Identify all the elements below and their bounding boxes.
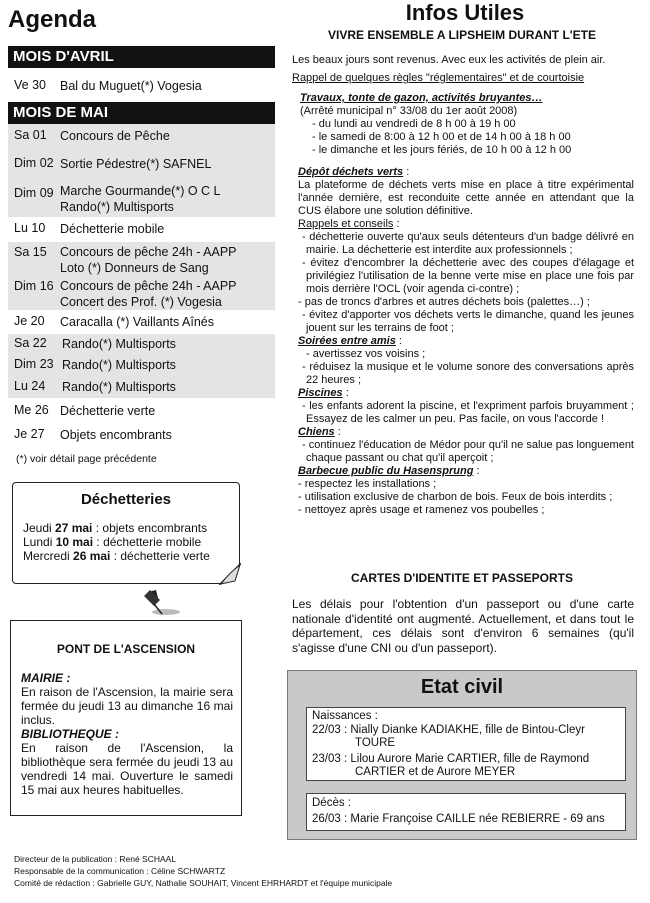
depot-text: La plateforme de déchets verts mise en place à titre expérimental l'année dernière, est reconduite cette année en attendant que la CUS élabore une solution définitive. — [298, 179, 634, 217]
naissance-entry: 22/03 : Nially Dianke KADIAKHE, fille de Bintou-Cleyr TOURE — [312, 724, 585, 749]
deces-entry: 26/03 : Marie Françoise CAILLE née REBIERRE - 69 ans — [312, 813, 605, 825]
dech-date: 26 mai — [73, 549, 111, 563]
travaux-section — [300, 92, 636, 157]
naissance-name: Nially Dianke KADIAKHE, fille de Bintou-Cleyr — [350, 724, 585, 736]
naissance-date: 23/03 — [312, 753, 341, 765]
deces-heading: Décès : — [312, 797, 351, 809]
deces-panel — [306, 793, 626, 831]
agenda-day: Dim 09 — [14, 186, 54, 200]
agenda-event-line: Concert des Prof. (*) Vogesia — [60, 295, 222, 309]
agenda-event — [60, 183, 220, 215]
agenda-day: Dim 02 — [14, 156, 54, 170]
agenda-row — [8, 424, 275, 448]
etat-civil-box — [287, 670, 637, 840]
agenda-event: Déchetterie mobile — [60, 222, 165, 236]
agenda-day: Lu 24 — [14, 379, 46, 393]
agenda-row — [8, 276, 275, 310]
agenda-event: Rando(*) Multisports — [62, 337, 176, 351]
agenda-day: Dim 23 — [14, 357, 54, 371]
may-header: MOIS DE MAI — [8, 102, 275, 124]
footer-communication: Responsable de la communication : Céline SCHWARTZ — [14, 866, 226, 876]
agenda-row — [8, 242, 275, 276]
mairie-heading: MAIRIE : — [21, 671, 71, 685]
agenda-title: Agenda — [8, 6, 97, 33]
footer-director: Directeur de la publication : René SCHAAL — [14, 854, 177, 864]
rappels-line: - déchetterie ouverte qu'aux seuls détenteurs d'un badge délivré en mairie. La déchetterie est interdite aux professionnels ; — [302, 231, 634, 256]
cartes-title: CARTES D'IDENTITE ET PASSEPORTS — [351, 571, 573, 585]
barbecue-line: - respectez les installations ; — [298, 478, 437, 490]
rappels-heading: Rappels et conseils — [298, 218, 394, 230]
agenda-day: Je 27 — [14, 427, 45, 441]
agenda-event — [60, 244, 237, 276]
dechetteries-line — [23, 521, 207, 535]
agenda-event: Rando(*) Multisports — [62, 358, 176, 372]
agenda-event — [60, 278, 237, 310]
dech-desc: : déchetterie verte — [110, 549, 210, 563]
agenda-row — [8, 75, 275, 97]
dech-day: Mercredi — [23, 549, 74, 563]
agenda-day: Sa 15 — [14, 245, 47, 259]
infos-subtitle: VIVRE ENSEMBLE A LIPSHEIM DURANT L'ETE — [328, 28, 596, 42]
agenda-day: Je 20 — [14, 314, 45, 328]
agenda-event: Déchetterie verte — [60, 404, 156, 418]
dech-date: 27 mai — [55, 521, 93, 535]
travaux-line: - du lundi au vendredi de 8 h 00 à 19 h 00 — [312, 118, 516, 130]
dech-date: 10 mai — [55, 535, 94, 549]
agenda-day: Ve 30 — [14, 78, 46, 92]
agenda-day: Sa 01 — [14, 128, 47, 142]
page-curl-icon — [219, 563, 241, 585]
pont-ascension-box — [10, 620, 242, 816]
naissance-name: TOURE — [355, 737, 396, 749]
piscines-line: - les enfants adorent la piscine, et l'expriment parfois bruyamment ; Essayez de les calmer un peu. Pas facile, on vous l'accorde ! — [302, 400, 634, 425]
agenda-row — [8, 376, 275, 398]
agenda-event-line: Concours de pêche 24h - AAPP — [60, 279, 237, 293]
rappels-line: - évitez d'apporter vos déchets verts le dimanche, quand les jeunes jouent sur les terrains de foot ; — [302, 309, 634, 334]
rappels-line: - pas de troncs d'arbres et autres déchets bois (palettes…) ; — [298, 296, 590, 308]
soirees-line: - réduisez la musique et le volume sonore des conversations après 22 heures ; — [302, 361, 634, 386]
agenda-event-line: Concours de pêche 24h - AAPP — [60, 245, 237, 259]
agenda-day: Sa 22 — [14, 336, 47, 350]
cartes-text: Les délais pour l'obtention d'un passeport ou d'une carte nationale d'identité ont augmenté. Actuellement, et dans tout le département, ces délais sont d'environ 6 semaines (qu'il s'agisse d'une CNI ou d'un passeport). — [292, 597, 634, 655]
deces-name: Marie Françoise CAILLE née REBIERRE - 69 ans — [350, 813, 605, 825]
piscines-heading: Piscines — [298, 387, 343, 399]
agenda-row — [8, 398, 275, 424]
travaux-line: - le dimanche et les jours fériés, de 10 h 00 à 12 h 00 — [312, 144, 572, 156]
agenda-event-line: Marche Gourmande(*) O C L — [60, 184, 221, 198]
soirees-heading: Soirées entre amis — [298, 335, 396, 347]
agenda-day: Dim 16 — [14, 279, 54, 293]
agenda-row — [8, 310, 275, 334]
dech-day: Lundi — [23, 535, 56, 549]
agenda-event-line: Rando(*) Multisports — [60, 200, 174, 214]
dechetteries-line — [23, 535, 201, 549]
travaux-arrete: (Arrêté municipal n° 33/08 du 1er août 2008) — [300, 105, 518, 117]
infos-intro: Les beaux jours sont revenus. Avec eux les activités de plein air. — [292, 54, 606, 66]
agenda-event: Bal du Muguet(*) Vogesia — [60, 79, 202, 93]
naissance-date: 22/03 — [312, 724, 341, 736]
agenda-row — [8, 217, 275, 242]
agenda-row — [8, 334, 275, 354]
agenda-row — [8, 354, 275, 376]
agenda-row — [8, 124, 275, 151]
soirees-line: - avertissez vos voisins ; — [306, 348, 426, 360]
agenda-event-line: Loto (*) Donneurs de Sang — [60, 261, 209, 275]
agenda-row — [8, 177, 275, 217]
agenda-footnote: (*) voir détail page précédente — [16, 453, 157, 465]
dechetteries-box — [12, 482, 240, 584]
deces-date: 26/03 — [312, 813, 341, 825]
pont-title: PONT DE L'ASCENSION — [56, 642, 196, 656]
rappels-line: - évitez d'encombrer la déchetterie avec des coupes d'élagage et privilégiez l'utilisation de la benne verte mise en place une fois par mois derrière l'OCL (voir agenda ci-contre) ; — [302, 257, 634, 295]
pushpin-icon — [136, 588, 182, 618]
agenda-event: Objets encombrants — [60, 428, 172, 442]
bibliotheque-text: En raison de l'Ascension, la bibliothèque sera fermée du jeudi 13 au vendredi 14 mai. Ouverture le samedi 15 mai aux heures habituelles. — [21, 741, 233, 797]
agenda-day: Lu 10 — [14, 221, 46, 235]
footer-committee: Comité de rédaction : Gabrielle GUY, Nathalie SOUHAIT, Vincent EHRHARDT et l'équipe municipale — [14, 878, 393, 888]
bibliotheque-heading: BIBLIOTHEQUE : — [21, 727, 119, 741]
dech-desc: : déchetterie mobile — [93, 535, 202, 549]
naissances-panel — [306, 707, 626, 781]
depot-section: Dépôt déchets verts : La plateforme de déchets verts mise en place à titre expérimental l'année dernière, est reconduite cette année en attendant que la CUS élabore une solution définitive. Rappels et conseils : - déchetterie ouverte qu'aux seuls détenteurs d'un badge délivré en mairie. La déchetterie est interdite aux professionnels ; - évitez d'encombrer la déchetterie avec des coupes d'élagage et privilégiez l'utilisation de la benne verte mise en place une fois par mois derrière l'OCL (voir agenda ci-contre) ; - pas de troncs d'arbres et autres déchets bois (palettes…) ; - évitez d'apporter vos déchets verts le dimanche, quand les jeunes jouent sur les terrains de foot ; Soirées entre amis : - avertissez vos voisins ; - réduisez la musique et le volume sonore des conversations après 22 heures ; Piscines : - les enfants adorent la piscine, et l'expriment parfois bruyamment ; Essayez de les calmer un peu. Pas facile, on vous l'accorde ! Chiens : - continuez l'éducation de Médor pour qu'il ne salue pas longuement chaque passant ou chat qu'il aperçoit ; Barbecue public du Hasensprung : - respectez les installations ; - utilisation exclusive de charbon de bois. Feux de bois interdits ; - nettoyez après usage et ramenez vos poubelles ; — [298, 166, 634, 516]
dechetteries-title: Déchetteries — [80, 491, 172, 508]
barbecue-line: - utilisation exclusive de charbon de bois. Feux de bois interdits ; — [298, 491, 613, 503]
agenda-event: Rando(*) Multisports — [62, 380, 176, 394]
chiens-heading: Chiens — [298, 426, 335, 438]
naissance-entry: 23/03 : Lilou Aurore Marie CARTIER, fille de Raymond CARTIER et de Aurore MEYER — [312, 753, 590, 778]
agenda-day: Me 26 — [14, 403, 49, 417]
infos-rappel: Rappel de quelques règles "réglementaires" et de courtoisie — [292, 72, 585, 84]
chiens-line: - continuez l'éducation de Médor pour qu'il ne salue pas longuement chaque passant ou chat qu'il aperçoit ; — [302, 439, 634, 464]
agenda-event: Caracalla (*) Vaillants Aînés — [60, 315, 215, 329]
naissance-name: Lilou Aurore Marie CARTIER, fille de Raymond — [350, 753, 590, 765]
agenda-event: Sortie Pédestre(*) SAFNEL — [60, 157, 212, 171]
barbecue-heading: Barbecue public du Hasensprung — [298, 465, 474, 477]
dechetteries-line — [23, 549, 210, 563]
april-header: MOIS D'AVRIL — [8, 46, 275, 68]
depot-heading: Dépôt déchets verts — [298, 166, 404, 178]
agenda-row — [8, 151, 275, 177]
travaux-line: - le samedi de 8:00 à 12 h 00 et de 14 h 00 à 18 h 00 — [312, 131, 571, 143]
mairie-text: En raison de l'Ascension, la mairie sera fermée du jeudi 13 au dimanche 16 mai inclus. — [21, 685, 233, 727]
travaux-heading: Travaux, tonte de gazon, activités bruyantes… — [300, 92, 543, 104]
dech-desc: : objets encombrants — [92, 521, 208, 535]
agenda-event: Concours de Pêche — [60, 129, 170, 143]
etat-civil-title: Etat civil — [420, 676, 504, 698]
pont-text — [21, 671, 233, 797]
dech-day: Jeudi — [23, 521, 56, 535]
infos-title: Infos Utiles — [405, 0, 525, 25]
naissance-name: CARTIER et de Aurore MEYER — [355, 766, 516, 778]
naissances-heading: Naissances : — [312, 710, 378, 722]
barbecue-line: - nettoyez après usage et ramenez vos poubelles ; — [298, 504, 545, 516]
